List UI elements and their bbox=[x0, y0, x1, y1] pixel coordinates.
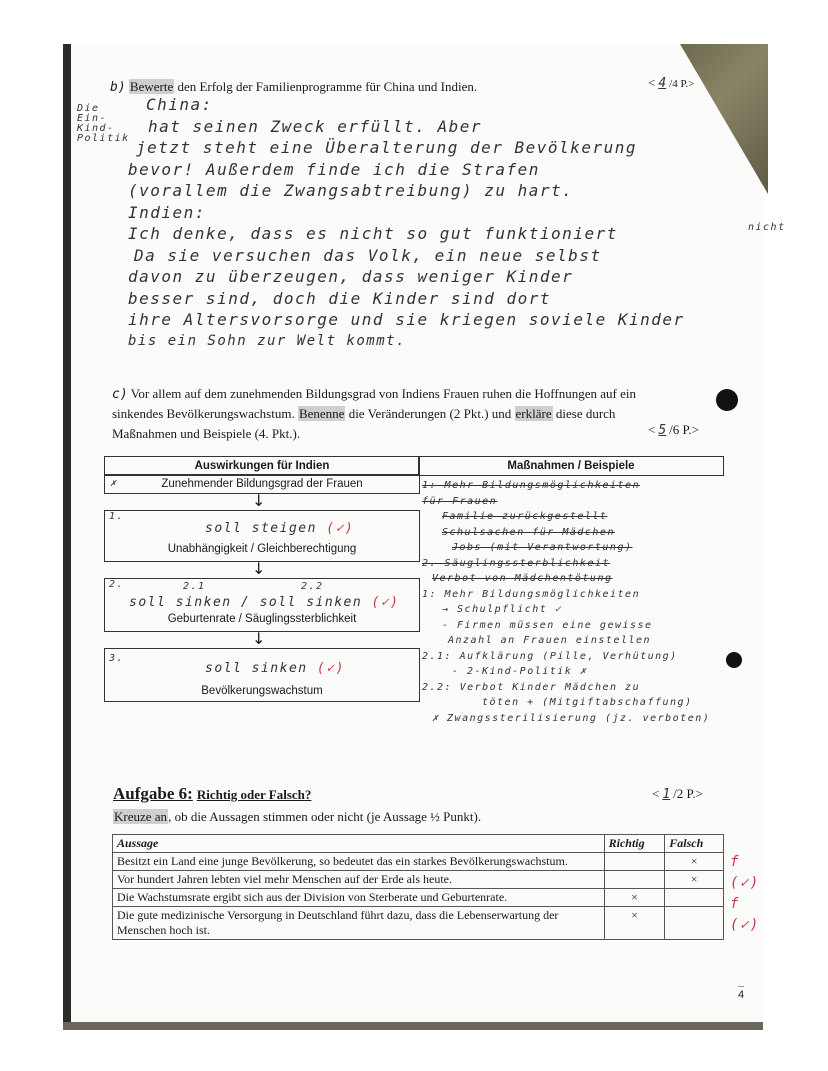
answer-line: bevor! Außerdem finde ich die Strafen bbox=[128, 159, 540, 179]
col-aussage: Aussage bbox=[113, 835, 605, 853]
task-b-verb: Bewerte bbox=[129, 79, 174, 94]
task-b-answer bbox=[128, 94, 768, 352]
box-independence: 1. soll steigen (✓) Unabhängigkeit / Gleichberechtigung bbox=[104, 510, 420, 562]
margin-note-right: nicht bbox=[748, 222, 786, 233]
answer-line: ihre Altersvorsorge und sie kriegen soviele Kinder bbox=[128, 310, 685, 329]
checkbox-richtig[interactable] bbox=[604, 853, 665, 871]
task-c-prompt: c) Vor allem auf dem zunehmenden Bildungsgrad von Indiens Frauen ruhen die Hoffnungen auf ein sinkendes Bevölkerungswachstum. Benenne die Veränderungen (2 Pkt.) und erkläre diese durch Maßnahmen und Beispiele (4. Pkt.). bbox=[112, 386, 636, 441]
box-birth-rate: 2. 2.1 2.2 soll sinken / soll sinken (✓) Geburtenrate / Säuglingssterblichkeit bbox=[104, 578, 420, 632]
answer-line: China: bbox=[146, 95, 213, 114]
task6-instruction: Kreuze an, ob die Aussagen stimmen oder nicht (je Aussage ½ Punkt). bbox=[114, 809, 482, 824]
table-c-row-education: Zunehmender Bildungsgrad der Frauen bbox=[104, 474, 420, 494]
checkbox-falsch[interactable] bbox=[665, 907, 724, 940]
arrow-down-icon: ↓ bbox=[252, 629, 266, 648]
photo-edge-bottom bbox=[63, 1022, 763, 1030]
checkbox-richtig[interactable]: × bbox=[604, 907, 665, 940]
col-falsch: Falsch bbox=[665, 835, 724, 853]
table-row: Vor hundert Jahren lebten viel mehr Menschen auf der Erde als heute. × bbox=[113, 871, 724, 889]
answer-line: bis ein Sohn zur Welt kommt. bbox=[128, 332, 407, 349]
verb-erklaere: erkläre bbox=[515, 406, 552, 421]
checkbox-falsch[interactable]: × bbox=[665, 853, 724, 871]
answer-line: Da sie versuchen das Volk, ein neue selbst bbox=[134, 245, 602, 265]
task-b-text: den Erfolg der Familienprogramme für China und Indien. bbox=[177, 79, 478, 94]
task6-subtitle: Richtig oder Falsch? bbox=[196, 787, 312, 802]
margin-note-one-child: Die Ein-Kind- Politik bbox=[77, 103, 130, 144]
arrow-down-icon: ↓ bbox=[252, 559, 266, 578]
checkbox-falsch[interactable]: × bbox=[665, 871, 724, 889]
ink-blot bbox=[726, 652, 742, 668]
grading-marks: f (✓) f (✓) bbox=[730, 854, 760, 933]
col-richtig: Richtig bbox=[604, 835, 665, 853]
answer-line: hat seinen Zweck erfüllt. Aber bbox=[148, 116, 482, 136]
checkbox-richtig[interactable] bbox=[604, 871, 665, 889]
answer-line: Ich denke, dass es nicht so gut funktioniert bbox=[128, 224, 618, 243]
answer-line: davon zu überzeugen, dass weniger Kinder bbox=[128, 267, 574, 286]
answer-line: Indien: bbox=[128, 202, 206, 222]
row-mark: ✗ bbox=[110, 478, 118, 489]
table-row: Die gute medizinische Versorgung in Deutschland führt dazu, dass die Lebenserwartung der Menschen hoch ist. × bbox=[113, 907, 724, 940]
page-number: 4 bbox=[738, 986, 744, 1001]
table-row: Besitzt ein Land eine junge Bevölkerung, so bedeutet das ein starkes Bevölkerungswachstum. × bbox=[113, 853, 724, 871]
measures-list: 1: Mehr Bildungsmöglichkeiten für Frauen Familie zurückgestellt Schulsachen für Mädchen Jobs (mit Verantwortung) 2. Säuglingssterblichkeit Verbot von Mädchentötung 1: Mehr Bildungsmöglichkeiten → Schulpflicht ✓ - Firmen müssen eine gewisse Anzahl an Frauen einstellen 2.1: Aufklärung (Pille, Verhütung) - 2-Kind-Politik ✗ 2.2: Verbot Kinder Mädchen zu töten + (Mitgiftabschaffung) ✗ Zwangssterilisierung (jz. verboten) bbox=[422, 480, 711, 724]
table-row: Die Wachstumsrate ergibt sich aus der Division von Sterberate und Geburtenrate. × bbox=[113, 889, 724, 907]
photo-edge-left bbox=[63, 44, 71, 1029]
true-false-table bbox=[112, 834, 724, 940]
box-population-growth: 3. soll sinken (✓) Bevölkerungswachstum bbox=[104, 648, 420, 702]
checkbox-falsch[interactable] bbox=[665, 889, 724, 907]
task6-score: < 1 /2 P.> bbox=[652, 786, 703, 802]
task6-heading bbox=[113, 784, 311, 804]
table-c-header-right: Maßnahmen / Beispiele bbox=[418, 456, 724, 476]
checkbox-richtig[interactable]: × bbox=[604, 889, 665, 907]
task-b-score: < 4 /4 P.> bbox=[648, 75, 695, 91]
verb-benenne: Benenne bbox=[298, 406, 345, 421]
task-c-score: < 5 /6 P.> bbox=[648, 422, 699, 438]
answer-line: (vorallem die Zwangsabtreibung) zu hart. bbox=[128, 181, 574, 200]
verb-kreuze-an: Kreuze an bbox=[114, 809, 168, 824]
hole-punch-mark bbox=[716, 389, 738, 411]
task-b-marker: b) bbox=[110, 80, 126, 95]
table-c-header-left: Auswirkungen für Indien bbox=[104, 456, 420, 476]
answer-line: jetzt steht eine Überalterung der Bevölkerung bbox=[136, 138, 637, 157]
task6-title: Aufgabe 6: bbox=[113, 784, 193, 803]
arrow-down-icon: ↓ bbox=[252, 491, 266, 510]
answer-line: besser sind, doch die Kinder sind dort bbox=[128, 288, 552, 308]
task-c-marker: c) bbox=[112, 387, 128, 402]
